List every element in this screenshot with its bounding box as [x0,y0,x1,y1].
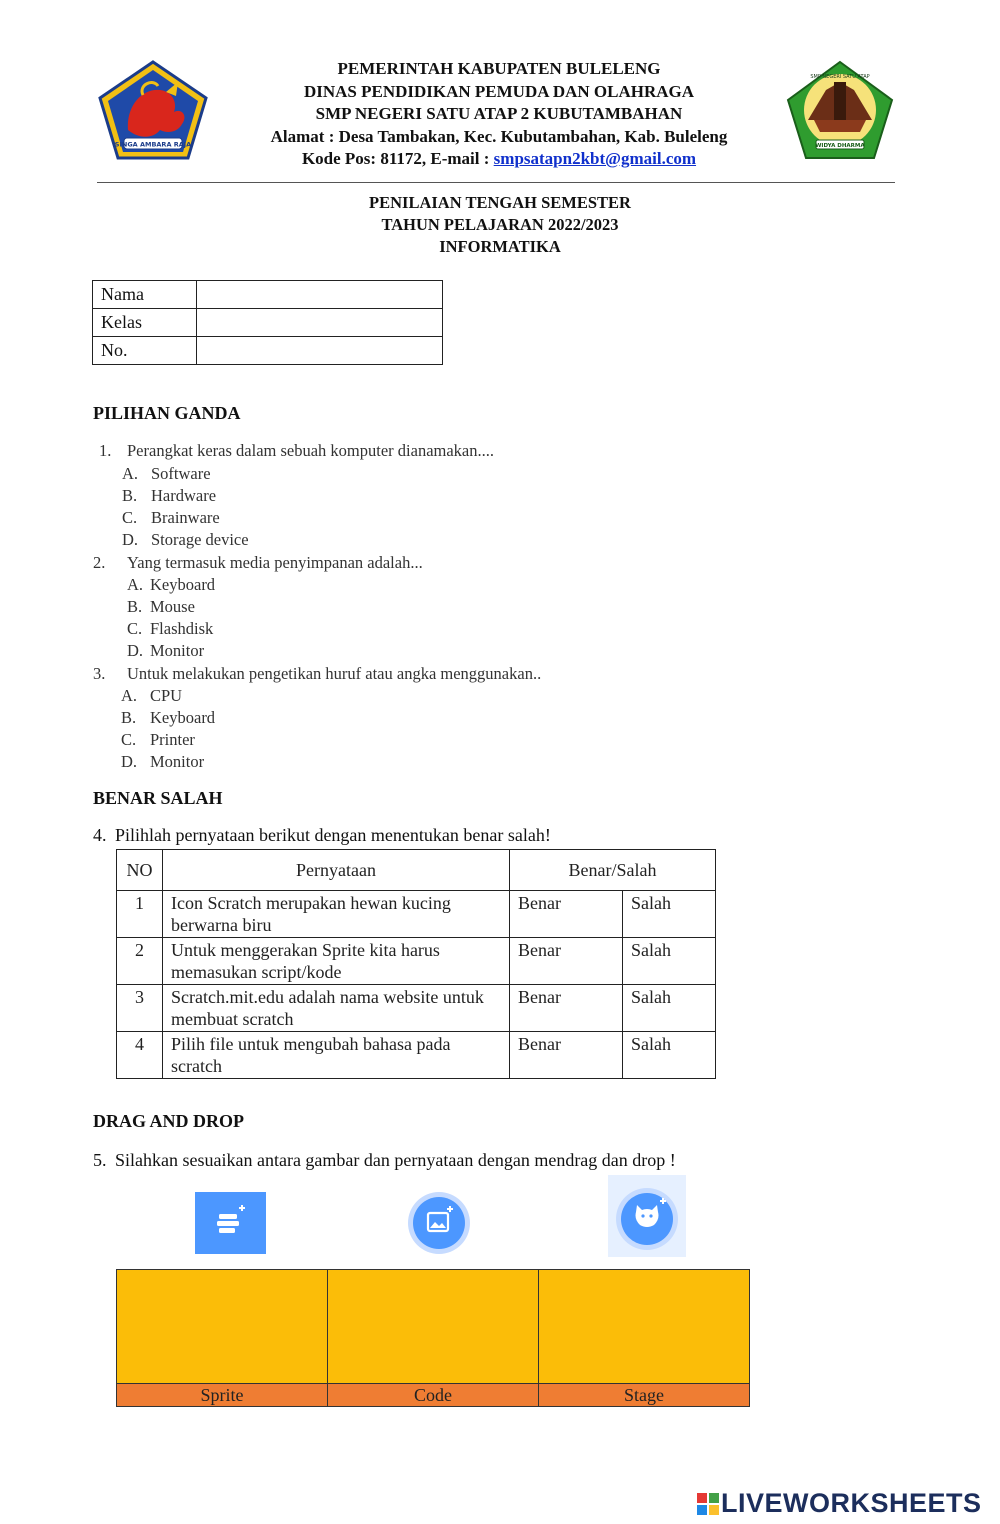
question-4-text: Pilihlah pernyataan berikut dengan menentukan benar salah! [115,825,551,845]
row-statement: Scratch.mit.edu adalah nama website untuk membuat scratch [163,985,510,1032]
q1-option-a[interactable]: A. Software [122,464,211,483]
q3-option-c[interactable]: C. Printer [121,730,195,749]
identity-row-nama [93,281,443,309]
class-field[interactable] [197,309,443,337]
header-divider [97,182,895,183]
identity-label: No. [93,337,197,365]
identity-row-kelas [93,309,443,337]
left-logo-text: SINGA AMBARA RAJA [114,140,192,149]
table-row [117,891,716,938]
liveworksheets-watermark [697,1488,982,1519]
row-number: 2 [117,938,163,985]
name-field[interactable] [197,281,443,309]
answer-salah[interactable]: Salah [623,938,716,985]
table-header-row [117,850,716,891]
table-row [117,938,716,985]
exam-title-1: PENILAIAN TENGAH SEMESTER [369,193,631,212]
q1-option-b[interactable]: B. Hardware [122,486,217,505]
right-logo [786,60,894,160]
exam-title-2: TAHUN PELAJARAN 2022/2023 [381,215,619,234]
row-statement: Untuk menggerakan Sprite kita harus memasukan script/kode [163,938,510,985]
q2-option-a[interactable]: A. Keyboard [127,575,216,594]
email-link[interactable]: smpsatapn2kbt@gmail.com [493,149,697,168]
answer-salah[interactable]: Salah [623,1032,716,1079]
section-multiple-choice: PILIHAN GANDA [93,403,241,423]
answer-salah[interactable]: Salah [623,985,716,1032]
exam-title-3: INFORMATIKA [439,237,561,256]
drop-zone-sprite[interactable] [116,1269,328,1407]
row-statement: Pilih file untuk mengubah bahasa pada scratch [163,1032,510,1079]
true-false-table [116,849,716,1079]
answer-salah[interactable]: Salah [623,891,716,938]
header-statement: Pernyataan [163,850,510,891]
exam-titles [250,192,750,258]
liveworksheets-logo-icon [697,1491,719,1513]
answer-benar[interactable]: Benar [510,1032,623,1079]
question-3-number: 3. [93,664,106,683]
header-line-2: DINAS PENDIDIKAN PEMUDA DAN OLAHRAGA [303,81,695,101]
identity-table [92,280,443,365]
identity-row-no [93,337,443,365]
row-number: 3 [117,985,163,1032]
section-true-false: BENAR SALAH [93,788,223,808]
table-row [117,1032,716,1079]
answer-benar[interactable]: Benar [510,985,623,1032]
right-logo-text: SMP NEGERI SATU ATAP [810,74,870,80]
section-drag-drop: DRAG AND DROP [93,1111,244,1131]
q1-option-c[interactable]: C. Brainware [122,508,220,527]
drop-zone-label: Code [328,1383,538,1406]
q3-option-b[interactable]: B. Keyboard [121,708,216,727]
header-line-4: Alamat : Desa Tambakan, Kec. Kubutambahan, Kab. Buleleng [270,126,728,146]
header-line-5 [210,148,788,171]
number-field[interactable] [197,337,443,365]
q3-option-d[interactable]: D. Monitor [121,752,205,771]
choose-backdrop-icon[interactable] [407,1192,471,1254]
question-2-text: Yang termasuk media penyimpanan adalah... [127,553,423,572]
header-answer: Benar/Salah [510,850,716,891]
row-number: 1 [117,891,163,938]
table-row [117,985,716,1032]
identity-label: Nama [93,281,197,309]
left-logo [98,60,208,160]
drop-zone-label: Stage [539,1383,749,1406]
drop-zone-label: Sprite [117,1383,327,1406]
drop-zone-stage[interactable] [538,1269,750,1407]
answer-benar[interactable]: Benar [510,891,623,938]
header-line-3: SMP NEGERI SATU ATAP 2 KUBUTAMBAHAN [315,104,683,123]
add-extension-icon[interactable] [195,1192,266,1254]
header-no: NO [117,850,163,891]
identity-label: Kelas [93,309,197,337]
answer-benar[interactable]: Benar [510,938,623,985]
choose-sprite-icon[interactable] [608,1175,686,1257]
drop-zone-code[interactable] [327,1269,539,1407]
q2-option-b[interactable]: B. Mouse [127,597,195,616]
header-line-1: PEMERINTAH KABUPATEN BULELENG [337,59,661,78]
row-statement: Icon Scratch merupakan hewan kucing berwarna biru [163,891,510,938]
right-logo-motto: WIDYA DHARMA [815,143,865,149]
q1-option-d[interactable]: D. Storage device [122,530,249,549]
question-1-number: 1. [99,441,112,460]
row-number: 4 [117,1032,163,1079]
postal-code-label: Kode Pos: 81172, E-mail : [301,149,494,168]
question-3-text: Untuk melakukan pengetikan huruf atau angka menggunakan.. [127,664,542,683]
drop-zone-row [116,1269,749,1406]
question-1-text: Perangkat keras dalam sebuah komputer dianamakan.... [127,441,494,460]
question-4-number: 4. [93,825,107,845]
q2-option-d[interactable]: D. Monitor [127,641,205,660]
q2-option-c[interactable]: C. Flashdisk [127,619,214,638]
watermark-text: LIVEWORKSHEETS [721,1488,982,1518]
school-letterhead [210,58,788,171]
question-5-number: 5. [93,1150,107,1170]
question-2-number: 2. [93,553,106,572]
q3-option-a[interactable]: A. CPU [121,686,183,705]
question-5-text: Silahkan sesuaikan antara gambar dan pernyataan dengan mendrag dan drop ! [115,1150,676,1170]
